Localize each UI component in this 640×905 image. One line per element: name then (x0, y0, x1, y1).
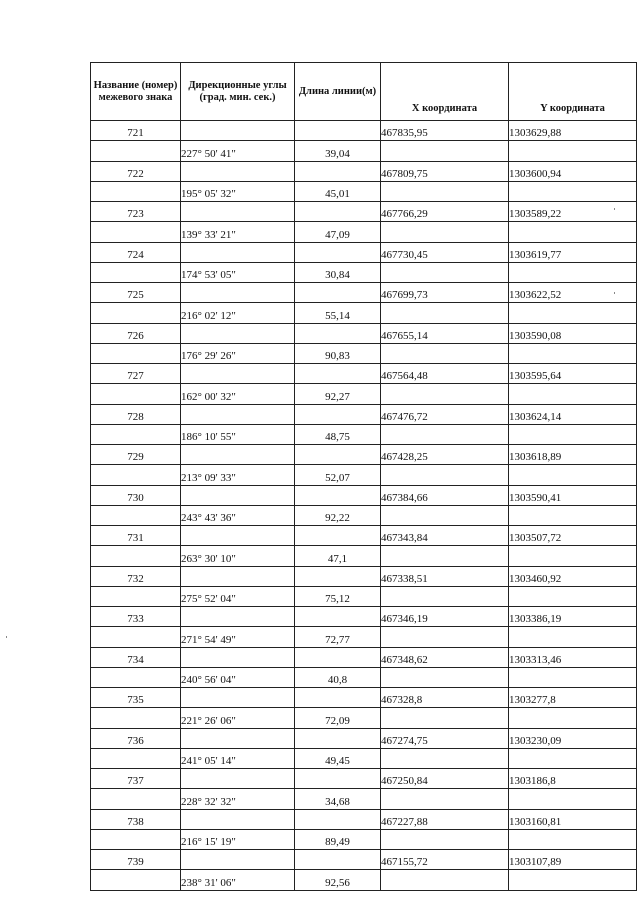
segment-row (91, 181, 637, 201)
empty-cell (509, 181, 637, 201)
empty-cell (181, 364, 295, 384)
empty-cell (91, 627, 181, 647)
empty-cell (381, 546, 509, 566)
header-x: X координата (381, 63, 509, 121)
direction-angle: 243° 43' 36" (181, 505, 295, 525)
empty-cell (381, 384, 509, 404)
point-row (91, 526, 637, 546)
segment-row (91, 424, 637, 444)
empty-cell (381, 181, 509, 201)
empty-cell (509, 303, 637, 323)
empty-cell (295, 485, 381, 505)
scan-speck (6, 636, 7, 638)
point-name: 733 (91, 607, 181, 627)
x-coordinate: 467384,66 (381, 485, 509, 505)
empty-cell (295, 121, 381, 141)
segment-row (91, 789, 637, 809)
empty-cell (91, 262, 181, 282)
line-length: 92,22 (295, 505, 381, 525)
point-row (91, 283, 637, 303)
direction-angle: 195° 05' 32" (181, 181, 295, 201)
y-coordinate: 1303619,77 (509, 242, 637, 262)
empty-cell (91, 870, 181, 890)
y-coordinate: 1303590,41 (509, 485, 637, 505)
empty-cell (91, 748, 181, 768)
header-name: Название (номер) межевого знака (91, 63, 181, 121)
empty-cell (181, 566, 295, 586)
segment-row (91, 343, 637, 363)
empty-cell (509, 667, 637, 687)
segment-row (91, 546, 637, 566)
y-coordinate: 1303589,22 (509, 202, 637, 222)
empty-cell (381, 829, 509, 849)
empty-cell (295, 728, 381, 748)
empty-cell (181, 161, 295, 181)
direction-angle: 186° 10' 55" (181, 424, 295, 444)
segment-row (91, 222, 637, 242)
point-row (91, 485, 637, 505)
empty-cell (181, 404, 295, 424)
empty-cell (295, 161, 381, 181)
point-name: 730 (91, 485, 181, 505)
y-coordinate: 1303160,81 (509, 809, 637, 829)
empty-cell (295, 607, 381, 627)
header-angle: Дирекционные углы (град. мин. сек.) (181, 63, 295, 121)
empty-cell (381, 262, 509, 282)
x-coordinate: 467730,45 (381, 242, 509, 262)
empty-cell (381, 586, 509, 606)
empty-cell (381, 870, 509, 890)
empty-cell (509, 384, 637, 404)
empty-cell (91, 424, 181, 444)
y-coordinate: 1303107,89 (509, 850, 637, 870)
direction-angle: 275° 52' 04" (181, 586, 295, 606)
direction-angle: 238° 31' 06" (181, 870, 295, 890)
empty-cell (91, 141, 181, 161)
empty-cell (381, 748, 509, 768)
direction-angle: 139° 33' 21" (181, 222, 295, 242)
x-coordinate: 467338,51 (381, 566, 509, 586)
direction-angle: 213° 09' 33" (181, 465, 295, 485)
x-coordinate: 467835,95 (381, 121, 509, 141)
y-coordinate: 1303386,19 (509, 607, 637, 627)
direction-angle: 240° 56' 04" (181, 667, 295, 687)
empty-cell (509, 222, 637, 242)
segment-row (91, 141, 637, 161)
empty-cell (509, 465, 637, 485)
line-length: 72,77 (295, 627, 381, 647)
x-coordinate: 467766,29 (381, 202, 509, 222)
x-coordinate: 467250,84 (381, 769, 509, 789)
point-name: 729 (91, 445, 181, 465)
direction-angle: 174° 53' 05" (181, 262, 295, 282)
scan-speck (614, 208, 615, 210)
point-name: 735 (91, 688, 181, 708)
point-name: 738 (91, 809, 181, 829)
empty-cell (295, 850, 381, 870)
y-coordinate: 1303600,94 (509, 161, 637, 181)
x-coordinate: 467348,62 (381, 647, 509, 667)
segment-row (91, 667, 637, 687)
empty-cell (381, 222, 509, 242)
empty-cell (91, 343, 181, 363)
point-name: 726 (91, 323, 181, 343)
x-coordinate: 467274,75 (381, 728, 509, 748)
empty-cell (295, 445, 381, 465)
point-name: 736 (91, 728, 181, 748)
line-length: 75,12 (295, 586, 381, 606)
scan-speck (614, 292, 615, 294)
empty-cell (91, 667, 181, 687)
y-coordinate: 1303595,64 (509, 364, 637, 384)
empty-cell (91, 789, 181, 809)
point-row (91, 688, 637, 708)
direction-angle: 221° 26' 06" (181, 708, 295, 728)
point-row (91, 404, 637, 424)
empty-cell (295, 364, 381, 384)
line-length: 72,09 (295, 708, 381, 728)
empty-cell (181, 850, 295, 870)
point-name: 724 (91, 242, 181, 262)
empty-cell (181, 688, 295, 708)
point-name: 727 (91, 364, 181, 384)
empty-cell (91, 384, 181, 404)
line-length: 89,49 (295, 829, 381, 849)
empty-cell (509, 829, 637, 849)
point-row (91, 121, 637, 141)
line-length: 90,83 (295, 343, 381, 363)
x-coordinate: 467809,75 (381, 161, 509, 181)
segment-row (91, 262, 637, 282)
line-length: 48,75 (295, 424, 381, 444)
empty-cell (295, 323, 381, 343)
point-row (91, 809, 637, 829)
direction-angle: 228° 32' 32" (181, 789, 295, 809)
empty-cell (295, 647, 381, 667)
empty-cell (91, 505, 181, 525)
empty-cell (181, 647, 295, 667)
empty-cell (181, 526, 295, 546)
y-coordinate: 1303277,8 (509, 688, 637, 708)
line-length: 45,01 (295, 181, 381, 201)
x-coordinate: 467428,25 (381, 445, 509, 465)
empty-cell (181, 445, 295, 465)
line-length: 47,1 (295, 546, 381, 566)
empty-cell (91, 303, 181, 323)
empty-cell (509, 141, 637, 161)
empty-cell (381, 343, 509, 363)
empty-cell (509, 343, 637, 363)
line-length: 40,8 (295, 667, 381, 687)
empty-cell (181, 121, 295, 141)
segment-row (91, 708, 637, 728)
point-row (91, 728, 637, 748)
empty-cell (181, 809, 295, 829)
segment-row (91, 505, 637, 525)
y-coordinate: 1303622,52 (509, 283, 637, 303)
empty-cell (91, 829, 181, 849)
point-name: 739 (91, 850, 181, 870)
empty-cell (181, 202, 295, 222)
empty-cell (91, 465, 181, 485)
point-name: 723 (91, 202, 181, 222)
empty-cell (381, 789, 509, 809)
empty-cell (295, 242, 381, 262)
empty-cell (509, 870, 637, 890)
direction-angle: 162° 00' 32" (181, 384, 295, 404)
line-length: 92,56 (295, 870, 381, 890)
direction-angle: 271° 54' 49" (181, 627, 295, 647)
point-name: 734 (91, 647, 181, 667)
empty-cell (295, 404, 381, 424)
y-coordinate: 1303624,14 (509, 404, 637, 424)
empty-cell (381, 424, 509, 444)
point-name: 728 (91, 404, 181, 424)
y-coordinate: 1303618,89 (509, 445, 637, 465)
segment-row (91, 586, 637, 606)
direction-angle: 216° 15' 19" (181, 829, 295, 849)
point-row (91, 566, 637, 586)
empty-cell (181, 607, 295, 627)
empty-cell (381, 303, 509, 323)
empty-cell (381, 627, 509, 647)
header-y: Y координата (509, 63, 637, 121)
empty-cell (509, 789, 637, 809)
empty-cell (509, 424, 637, 444)
y-coordinate: 1303230,09 (509, 728, 637, 748)
empty-cell (91, 708, 181, 728)
x-coordinate: 467343,84 (381, 526, 509, 546)
point-row (91, 769, 637, 789)
point-name: 721 (91, 121, 181, 141)
empty-cell (295, 202, 381, 222)
line-length: 39,04 (295, 141, 381, 161)
point-row (91, 242, 637, 262)
empty-cell (509, 586, 637, 606)
empty-cell (181, 242, 295, 262)
line-length: 55,14 (295, 303, 381, 323)
y-coordinate: 1303590,08 (509, 323, 637, 343)
empty-cell (509, 627, 637, 647)
x-coordinate: 467476,72 (381, 404, 509, 424)
point-row (91, 323, 637, 343)
empty-cell (295, 283, 381, 303)
x-coordinate: 467328,8 (381, 688, 509, 708)
empty-cell (295, 688, 381, 708)
empty-cell (295, 769, 381, 789)
empty-cell (295, 566, 381, 586)
y-coordinate: 1303629,88 (509, 121, 637, 141)
point-name: 732 (91, 566, 181, 586)
segment-row (91, 627, 637, 647)
point-row (91, 202, 637, 222)
table-body (91, 121, 637, 891)
segment-row (91, 870, 637, 890)
point-row (91, 445, 637, 465)
point-name: 737 (91, 769, 181, 789)
point-row (91, 161, 637, 181)
empty-cell (181, 769, 295, 789)
y-coordinate: 1303313,46 (509, 647, 637, 667)
empty-cell (91, 546, 181, 566)
empty-cell (91, 181, 181, 201)
table-header-row (91, 63, 637, 121)
point-name: 731 (91, 526, 181, 546)
empty-cell (181, 728, 295, 748)
segment-row (91, 303, 637, 323)
y-coordinate: 1303460,92 (509, 566, 637, 586)
empty-cell (381, 465, 509, 485)
segment-row (91, 748, 637, 768)
empty-cell (381, 505, 509, 525)
direction-angle: 241° 05' 14" (181, 748, 295, 768)
segment-row (91, 465, 637, 485)
y-coordinate: 1303186,8 (509, 769, 637, 789)
empty-cell (91, 586, 181, 606)
empty-cell (91, 222, 181, 242)
empty-cell (181, 323, 295, 343)
point-name: 725 (91, 283, 181, 303)
x-coordinate: 467346,19 (381, 607, 509, 627)
empty-cell (295, 526, 381, 546)
empty-cell (381, 667, 509, 687)
x-coordinate: 467227,88 (381, 809, 509, 829)
direction-angle: 176° 29' 26" (181, 343, 295, 363)
empty-cell (295, 809, 381, 829)
empty-cell (509, 262, 637, 282)
direction-angle: 227° 50' 41" (181, 141, 295, 161)
empty-cell (381, 708, 509, 728)
x-coordinate: 467564,48 (381, 364, 509, 384)
direction-angle: 263° 30' 10" (181, 546, 295, 566)
line-length: 52,07 (295, 465, 381, 485)
line-length: 49,45 (295, 748, 381, 768)
header-length: Длина линии(м) (295, 63, 381, 121)
empty-cell (181, 485, 295, 505)
y-coordinate: 1303507,72 (509, 526, 637, 546)
point-row (91, 607, 637, 627)
x-coordinate: 467699,73 (381, 283, 509, 303)
empty-cell (509, 708, 637, 728)
point-row (91, 364, 637, 384)
empty-cell (509, 546, 637, 566)
point-row (91, 647, 637, 667)
line-length: 30,84 (295, 262, 381, 282)
empty-cell (181, 283, 295, 303)
empty-cell (381, 141, 509, 161)
boundary-coordinates-table (90, 62, 637, 891)
line-length: 92,27 (295, 384, 381, 404)
line-length: 47,09 (295, 222, 381, 242)
x-coordinate: 467655,14 (381, 323, 509, 343)
empty-cell (509, 748, 637, 768)
point-name: 722 (91, 161, 181, 181)
segment-row (91, 829, 637, 849)
empty-cell (509, 505, 637, 525)
point-row (91, 850, 637, 870)
line-length: 34,68 (295, 789, 381, 809)
direction-angle: 216° 02' 12" (181, 303, 295, 323)
x-coordinate: 467155,72 (381, 850, 509, 870)
segment-row (91, 384, 637, 404)
